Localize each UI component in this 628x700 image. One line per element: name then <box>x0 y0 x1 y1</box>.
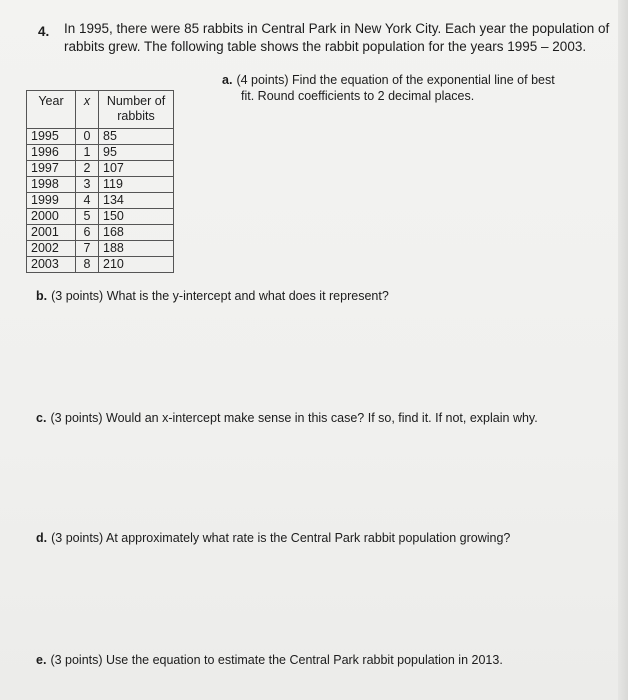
part-e <box>36 652 606 668</box>
part-b-text: (3 points) What is the y-intercept and what does it represent? <box>51 289 389 303</box>
cell-year: 2003 <box>27 257 76 273</box>
cell-x: 1 <box>76 145 99 161</box>
part-b <box>36 288 596 304</box>
header-year: Year <box>27 91 76 129</box>
cell-year: 1999 <box>27 193 76 209</box>
cell-x: 8 <box>76 257 99 273</box>
part-b-label: b. <box>36 289 48 303</box>
table-row <box>27 209 174 225</box>
cell-year: 1997 <box>27 161 76 177</box>
part-d <box>36 530 606 546</box>
part-e-text: (3 points) Use the equation to estimate the Central Park rabbit population in 2013. <box>50 653 503 667</box>
table-row <box>27 145 174 161</box>
cell-rabbits: 150 <box>99 209 174 225</box>
part-d-text: (3 points) At approximately what rate is the Central Park rabbit population growing? <box>51 531 511 545</box>
part-a-text-line2: fit. Round coefficients to 2 decimal places. <box>241 89 475 103</box>
cell-rabbits: 85 <box>99 129 174 145</box>
cell-year: 2002 <box>27 241 76 257</box>
rabbit-population-table <box>26 90 174 273</box>
page-edge <box>618 0 628 700</box>
cell-x: 6 <box>76 225 99 241</box>
table-row <box>27 225 174 241</box>
table-row <box>27 257 174 273</box>
part-d-label: d. <box>36 531 48 545</box>
cell-year: 1998 <box>27 177 76 193</box>
cell-x: 2 <box>76 161 99 177</box>
part-c-label: c. <box>36 411 47 425</box>
part-c <box>36 410 606 426</box>
cell-rabbits: 168 <box>99 225 174 241</box>
table-row <box>27 161 174 177</box>
header-x: x <box>76 91 99 129</box>
part-a-label: a. <box>222 73 233 87</box>
part-a-text-line1: (4 points) Find the equation of the exponential line of best <box>236 73 555 87</box>
table-row <box>27 177 174 193</box>
part-e-label: e. <box>36 653 47 667</box>
cell-year: 2000 <box>27 209 76 225</box>
cell-rabbits: 210 <box>99 257 174 273</box>
table-header-row <box>27 91 174 129</box>
table-row <box>27 241 174 257</box>
cell-rabbits: 188 <box>99 241 174 257</box>
cell-x: 7 <box>76 241 99 257</box>
cell-x: 3 <box>76 177 99 193</box>
cell-rabbits: 95 <box>99 145 174 161</box>
cell-year: 1995 <box>27 129 76 145</box>
cell-rabbits: 107 <box>99 161 174 177</box>
part-a <box>222 72 598 104</box>
question-text: In 1995, there were 85 rabbits in Central Park in New York City. Each year the population of rabbits grew. The following table shows the rabbit population for the years 1995 – 2003. <box>64 21 610 54</box>
table-row <box>27 129 174 145</box>
cell-year: 2001 <box>27 225 76 241</box>
cell-x: 0 <box>76 129 99 145</box>
cell-x: 4 <box>76 193 99 209</box>
table-row <box>27 193 174 209</box>
cell-rabbits: 119 <box>99 177 174 193</box>
question-number: 4. <box>38 24 50 39</box>
header-rabbits: Number of rabbits <box>99 91 174 129</box>
part-c-text: (3 points) Would an x-intercept make sense in this case? If so, find it. If not, explain why. <box>50 411 538 425</box>
cell-x: 5 <box>76 209 99 225</box>
cell-year: 1996 <box>27 145 76 161</box>
cell-rabbits: 134 <box>99 193 174 209</box>
